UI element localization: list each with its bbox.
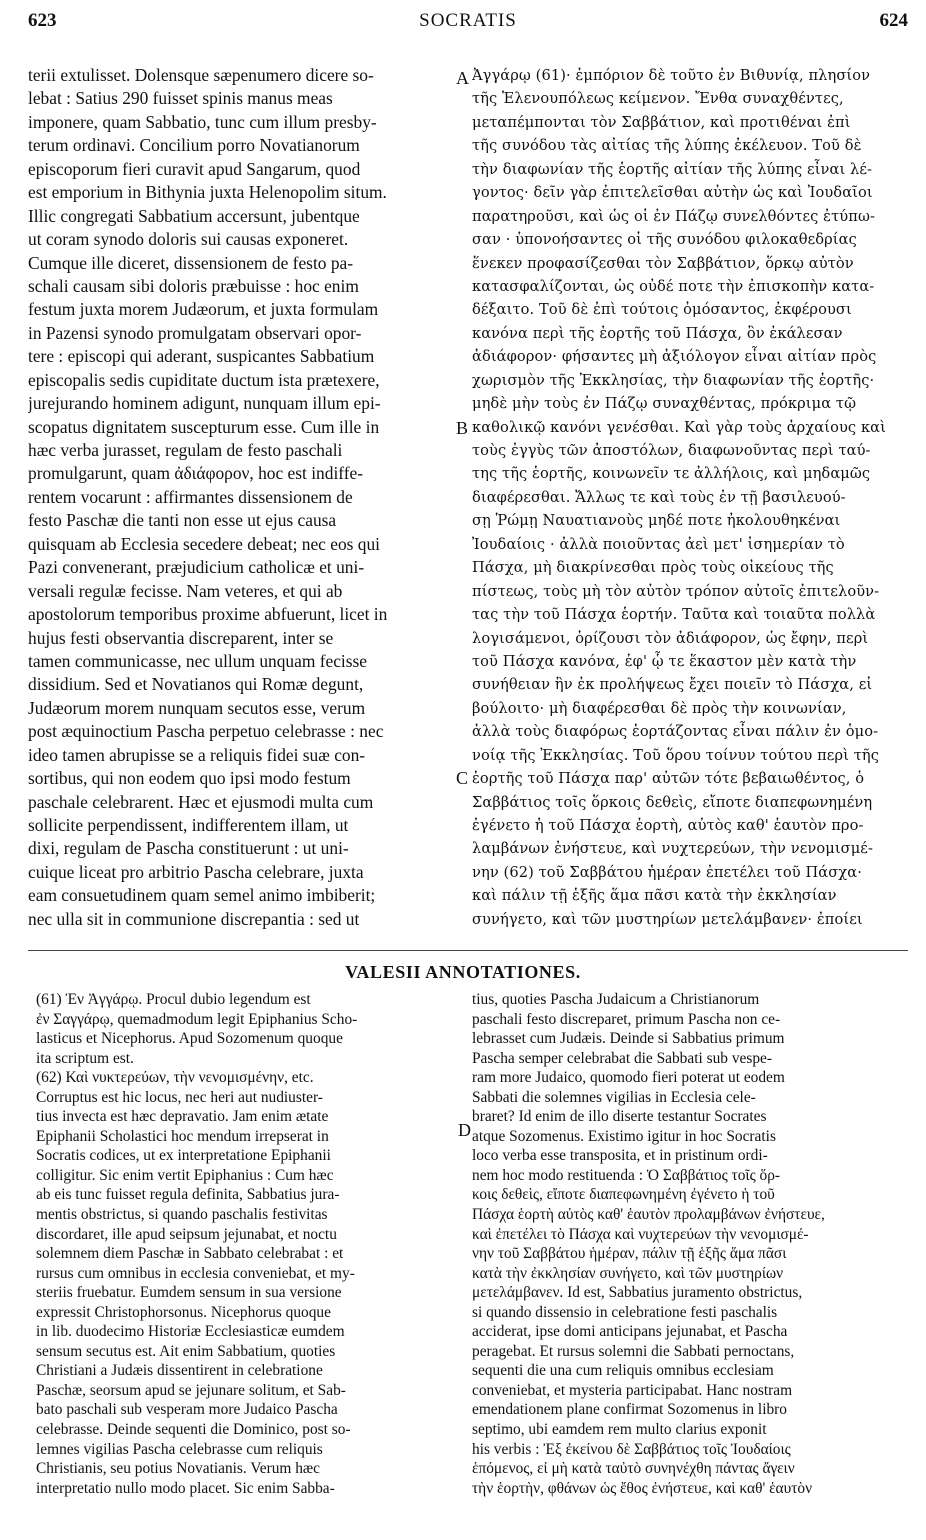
greek-text-column: [472, 64, 908, 931]
greek-text-line: νην (62) τοῦ Σαββάτου ἡμέραν ἐπετέλει τοῦ Πάσχα·: [472, 863, 862, 881]
annotation-line: (62) Καὶ νυκτερεύων, τὴν νενομισμένην, etc.: [36, 1069, 314, 1087]
annotation-line: loco verba esse transposita, et in pristinum ordi-: [472, 1147, 768, 1165]
greek-text-line: πίστεως, τοὺς μὴ τὸν αὐτὸν τρόπον αὐτοῖς ἐπιτελοῦν-: [472, 582, 880, 600]
greek-text-line: λογισάμενοι, ὁρίζουσι τὸν ἀδιάφορον, ὡς ἔφην, περὶ: [472, 629, 869, 647]
latin-text-line: sortibus, qui non eodem quo ipsi modo festum: [28, 768, 351, 789]
annotation-line: expressit Christophorsonus. Nicephorus quoque: [36, 1303, 331, 1321]
latin-text-line: sollicite perpendissent, indifferentem illam, ut: [28, 815, 349, 835]
greek-text-line: διαφέρεσθαι. Ἄλλως τε καὶ τοὺς ἐν τῇ βασιλευού-: [472, 488, 846, 506]
greek-text-line: μεταπέμπονται τὸν Σαββάτιον, καὶ προτιθέναι ἐπὶ: [472, 113, 851, 131]
annotations-title: VALESII ANNOTATIONES.: [345, 962, 581, 982]
greek-text-line: Ἀγγάρῳ (61)· ἐμπόριον δὲ τοῦτο ἐν Βιθυνίᾳ, πλησίον: [472, 67, 871, 84]
greek-text-line: τοὺς ἐγγὺς τῶν ἀποστόλων, διαφωνοῦντας περὶ ταύ-: [472, 442, 871, 459]
greek-text-line: τοῦ Πάσχα κανόνα, ἐφ' ᾧ τε ἕκαστον μὲν κατὰ τὴν: [472, 652, 857, 670]
greek-text-line: τας τὴν τοῦ Πάσχα ἑορτήν. Ταῦτα καὶ τοιαῦτα πολλὰ: [472, 606, 876, 624]
latin-text-line: Cumque ille diceret, dissensionem de festo pa-: [28, 252, 354, 273]
annotation-line: his verbis : Ἐξ ἐκείνου δὲ Σαββάτιος τοῖς Ἰουδαίοις: [472, 1440, 791, 1458]
greek-text-line: καθολικῷ κανόνι γενέσθαι. Καὶ γὰρ τοὺς ἀρχαίους καὶ: [472, 418, 886, 436]
annotation-line: Sabbati die solemnes vigilias in Ecclesia cele-: [472, 1088, 756, 1106]
annotation-line: emendationem plane confirmat Sozomenus in libro: [472, 1401, 787, 1419]
annotation-line: atque Sozomenus. Existimo igitur in hoc Socratis: [472, 1127, 776, 1145]
margin-marker-a: A: [456, 68, 469, 88]
margin-marker-b: B: [456, 418, 469, 438]
latin-text-line: in Pazensi synodo promulgatam observari opor-: [28, 322, 362, 343]
annotation-line: Christianis, seu potius Novatianis. Verum hæc: [36, 1460, 320, 1478]
annotation-line: sequenti die una cum reliquis omnibus ecclesiam: [472, 1362, 774, 1380]
annotation-line: solemnem diem Paschæ in Sabbato celebrabat : et: [36, 1245, 344, 1263]
page-header: [28, 10, 908, 40]
latin-text-line: cuique liceat pro arbitrio Pascha celebrare, juxta: [28, 861, 364, 882]
annotation-line: καὶ ἐπετέλει τὸ Πάσχα καὶ νυχτερεύων τὴν νενομισμέ-: [472, 1225, 809, 1243]
latin-text-line: hæc verba jurasset, regulam de festo paschali: [28, 440, 343, 460]
greek-text-line: συνήθειαν ἣν ἐκ προλήψεως ἔχει ποιεῖν τὸ Πάσχα, εἰ: [472, 676, 873, 694]
greek-text-line: ἀδιάφορον· φήσαντες μὴ ἀξιόλογον εἶναι αἰτίαν πρὸς: [472, 348, 877, 366]
latin-text-line: apostolorum temporibus proxime abfuerunt, licet in: [28, 604, 388, 625]
greek-text-line: σῃ Ῥώμῃ Ναυατιανοὺς μηδέ ποτε ἠκολουθηκέναι: [472, 512, 841, 530]
latin-text-line: terii extulisset. Dolensque sæpenumero dicere so-: [28, 65, 374, 85]
latin-text-line: est emporium in Bithynia juxta Helenopolim situm.: [28, 182, 387, 203]
greek-text-line: παρατηροῦσι, καὶ ὡς οἱ ἐν Πάζῳ συνελθόντες ἐτύπω-: [472, 207, 875, 225]
annotation-line: septimo, ubi eamdem rem multo clarius exponit: [472, 1421, 767, 1439]
greek-text-line: της τῆς ἑορτῆς, κοινωνεῖν τε ἀλλήλοις, καὶ μηδαμῶς: [472, 465, 871, 483]
latin-text-line: tere : episcopi qui aderant, suspicantes Sabbatium: [28, 346, 375, 367]
latin-text-line: post æquinoctium Pascha perpetuo celebrasse : nec: [28, 721, 384, 742]
greek-text-line: σαν · ὑπονοήσαντες οἱ τῆς συνόδου φιλοκαθεδρίας: [472, 231, 857, 249]
annotation-line: peragebat. Et rursus solemni die Sabbati pernoctans,: [472, 1342, 795, 1360]
greek-text-line: ἑορτῆς τοῦ Πάσχα παρ' αὐτῶν τότε βεβαιωθέντος, ὁ: [472, 770, 865, 788]
section-divider: [28, 950, 908, 951]
latin-text-line: schali causam sibi doloris præbuisse : hoc enim: [28, 275, 359, 296]
annotation-line: ab eis tunc fuisset regula definita, Sabbatius jura-: [36, 1186, 340, 1204]
annotation-line: ram more Judaico, quomodo fieri poterat ut eodem: [472, 1069, 785, 1087]
running-title: SOCRATIS: [419, 10, 517, 31]
annotation-line: νην τοῦ Σαββάτου ἡμέραν, πάλιν τῇ ἑξῆς ἅμα πᾶσι: [472, 1245, 787, 1263]
annotations-right-column: [472, 990, 908, 1498]
latin-text-line: episcopalis sedis cupiditate ductum ista prætexere,: [28, 369, 380, 390]
latin-text-line: ut coram synodo doloris sui causas exponeret.: [28, 229, 349, 250]
greek-text-line: τῆς συνόδου τὰς αἰτίας τῆς λύπης ἐκέλευον. Τοῦ δὲ: [472, 137, 862, 155]
greek-text-line: ἐγένετο ἡ τοῦ Πάσχα ἑορτὴ, αὐτὸς καθ' ἑαυτὸν προ-: [472, 817, 864, 834]
greek-text-line: Πάσχα, μὴ διακρίνεσθαι πρὸς τοὺς οἰκείους τῆς: [472, 559, 834, 577]
greek-text-line: ἕνεκεν προφασίζεσθαι τὸν Σαββάτιον, ὅρκῳ αὐτὸν: [472, 254, 854, 272]
annotation-line: tius invecta est hæc depravatio. Jam enim ætate: [36, 1108, 329, 1126]
latin-text-line: episcoporum fieri curavit apud Sangarum, quod: [28, 158, 361, 179]
latin-text-line: festo Paschæ die tanti non esse ut ejus causa: [28, 510, 337, 531]
annotation-line: in lib. duodecimo Historiæ Ecclesiasticæ eumdem: [36, 1323, 345, 1341]
annotation-line: celebrasse. Deinde sequenti die Dominico, post so-: [36, 1421, 351, 1439]
latin-text-line: scopatus dignitatem suscepturum esse. Cum ille in: [28, 416, 380, 437]
annotation-line: sensum secutus est. Ait enim Sabbatium, quoties: [36, 1342, 336, 1360]
latin-text-line: terum ordinavi. Concilium porro Novatianorum: [28, 135, 360, 156]
greek-text-line: μηδὲ μὴν τοὺς ἐν Πάζῳ συναχθέντας, πρόκριμα τῷ: [472, 395, 857, 413]
latin-text-line: eam consuetudinem quam semel animo imbiberit;: [28, 885, 376, 906]
greek-text-line: δέξαιτο. Τοῦ δὲ ἐπὶ τούτοις ὀμόσαντος, ἐκφέρουσι: [472, 301, 852, 319]
greek-text-line: λαμβάνων ἐνήστευε, καὶ νυχτερεύων, τὴν νενομισμέ-: [472, 840, 873, 858]
greek-text-line: βούλοιτο· μὴ διαφέρεσθαι δὲ πρὸς τὴν κοινωνίαν,: [472, 699, 847, 717]
annotation-line: conveniebat, et mysteria participabat. Hanc nostram: [472, 1381, 793, 1399]
annotation-line: Paschæ, seorsum apud se jejunare solitum, et Sab-: [36, 1381, 346, 1399]
latin-text-line: ideo tamen abrupisse se a reliquis fidei suæ con-: [28, 744, 366, 765]
page-number-right: 624: [879, 10, 908, 31]
annotation-line: rursus cum omnibus in ecclesia conveniebat, et my-: [36, 1264, 355, 1282]
latin-text-line: jurejurando hominem adigunt, nunquam illum epi-: [28, 393, 381, 414]
annotation-line: τὴν ἑορτὴν, φθάνων ὡς ἔθος ἐνήστευε, καὶ καθ' ἑαυτὸν: [472, 1479, 813, 1497]
annotation-line: braret? Id enim de illo diserte testantur Socrates: [472, 1108, 767, 1126]
annotation-line: lasticus et Nicephorus. Apud Sozomenum quoque: [36, 1030, 343, 1048]
annotation-line: Epiphanii Scholastici hoc mendum irrepserat in: [36, 1127, 329, 1145]
annotation-line: colligitur. Sic enim vertit Epiphanius : Cum hæc: [36, 1166, 334, 1184]
latin-text-line: hujus festi observantia discreparent, inter se: [28, 627, 334, 648]
annotation-line: (61) Ἐν Ἀγγάρῳ. Procul dubio legendum est: [36, 991, 311, 1008]
annotation-line: lebrasset cum Judæis. Deinde si Sabbatius primum: [472, 1030, 785, 1048]
annotation-line: discordaret, ille apud seipsum jejunabat, et noctu: [36, 1225, 337, 1243]
greek-text-line: χωρισμὸν τῆς Ἐκκλησίας, τὴν διαφωνίαν τῆς ἑορτῆς·: [472, 371, 875, 389]
greek-text-line: ἀλλὰ τοὺς διαφόρως ἑορτάζοντας εἶναι πάλιν ἐν ὁμο-: [472, 723, 879, 741]
latin-text-line: festum juxta morem Judæorum, et juxta formulam: [28, 299, 379, 320]
greek-text-line: συνήγετο, καὶ τῶν μυστηρίων μετελάμβανεν· ἐποίει: [472, 910, 863, 928]
annotation-line: acciderat, ipse domi anticipans jejunabat, et Pascha: [472, 1323, 788, 1341]
latin-text-line: dixi, regulam de Pascha constituerunt : ut uni-: [28, 838, 349, 859]
latin-text-line: promulgarunt, quam ἀδιάφορον, hoc est indiffe-: [28, 463, 364, 484]
margin-marker-d: D: [458, 1120, 471, 1140]
greek-text-line: καὶ πάλιν τῇ ἑξῆς ἅμα πᾶσι κατὰ τὴν ἐκκλησίαν: [472, 887, 837, 905]
annotations-left-column: [36, 990, 454, 1498]
greek-text-line: Σαββάτιος τοῖς ὅρκοις δεθεὶς, εἴποτε διαπεφωνημένη: [472, 793, 873, 811]
annotation-line: si quando dissensio in celebratione festi paschalis: [472, 1303, 778, 1321]
greek-text-line: τὴν διαφωνίαν τῆς ἑορτῆς αἰτίαν τῆς λύπης εἶναι λέ-: [472, 160, 873, 178]
annotation-line: κοις δεθεὶς, εἴποτε διαπεφωνημένη ἐγένετο ἡ τοῦ: [472, 1186, 775, 1204]
greek-text-line: κανόνα περὶ τῆς ἑορτῆς τοῦ Πάσχα, ὃν ἐκάλεσαν: [472, 324, 843, 342]
annotation-line: steriis fruebatur. Eumdem sensum in sua versione: [36, 1284, 342, 1302]
annotation-line: κατὰ τὴν ἐκκλησίαν συνήγετο, καὶ τῶν μυστηρίων: [472, 1264, 784, 1282]
annotation-line: Christiani a Judæis dissentirent in celebratione: [36, 1362, 323, 1380]
annotation-line: Pascha semper celebrabat die Sabbati sub vespe-: [472, 1049, 773, 1067]
latin-text-line: quisquam ab Ecclesia secedere debeat; nec eos qui: [28, 533, 380, 554]
greek-text-line: γοντος· δεῖν γὰρ ἐπιτελεῖσθαι αὐτὴν ὡς καὶ Ἰουδαῖοι: [472, 184, 873, 202]
latin-text-line: dissidium. Sed et Novatianos qui Romæ degunt,: [28, 674, 364, 695]
latin-text-column: [28, 64, 458, 931]
latin-text-line: rentem vocarunt : affirmantes dissensionem de: [28, 486, 353, 507]
annotation-line: tius, quoties Pascha Judaicum a Christianorum: [472, 991, 760, 1008]
annotation-line: μετελάμβανεν. Id est, Sabbatius juramento obstrictus,: [472, 1284, 803, 1302]
greek-text-line: νοίᾳ τῆς Ἐκκλησίας. Τοῦ ὅρου τοίνυν τούτου περὶ τῆς: [472, 746, 879, 764]
annotation-line: nem hoc modo restituenda : Ὁ Σαββάτιος τοῖς ὅρ-: [472, 1166, 781, 1184]
latin-text-line: lebat : Satius 290 fuisset spinis manus meas: [28, 88, 333, 109]
annotation-line: ἐν Σαγγάρῳ, quemadmodum legit Epiphanius Scho-: [36, 1010, 358, 1028]
latin-text-line: versali regulæ fecisse. Nam veteres, et qui ab: [28, 580, 343, 601]
annotation-line: paschali festo discreparet, primum Pascha non ce-: [472, 1010, 781, 1028]
latin-text-line: Illic congregati Sabbatium accersunt, jubentque: [28, 205, 360, 226]
latin-text-line: nec ulla sit in communione discrepantia : sed ut: [28, 908, 360, 929]
annotation-line: interpretatio nullo modo placet. Sic enim Sabba-: [36, 1479, 335, 1497]
greek-text-line: κατασφαλίζονται, ὡς οὐδέ ποτε τὴν ἐπισκοπὴν κατα-: [472, 277, 875, 295]
latin-text-line: imponere, quam Sabbatio, tunc cum illum presby-: [28, 111, 377, 132]
annotation-line: Πάσχα ἑορτὴ αὐτὸς καθ' ἑαυτὸν προλαμβάνων ἐνήστευε,: [472, 1206, 825, 1224]
latin-text-line: tamen communicasse, nec ullum unquam fecisse: [28, 650, 368, 671]
annotation-line: ἑπόμενος, εἰ μὴ κατὰ ταὐτὸ συνηνέχθη πάντας ἄγειν: [472, 1460, 795, 1478]
latin-text-line: Pazi convenerant, præjudicium catholicæ et uni-: [28, 557, 365, 578]
annotation-line: Socratis codices, ut ex interpretatione Epiphanii: [36, 1147, 331, 1165]
annotation-line: Corruptus est hic locus, nec heri aut nudiuster-: [36, 1088, 323, 1106]
greek-text-line: Ἰουδαίοις · ἀλλὰ ποιοῦντας ἀεὶ μετ' ἰσημερίαν τὸ: [472, 535, 845, 553]
page-number-left: 623: [28, 10, 57, 31]
margin-marker-c: C: [456, 768, 469, 788]
annotation-line: bato paschali sub vesperam more Judaico Pascha: [36, 1401, 338, 1419]
greek-text-line: τῆς Ἑλενουπόλεως κείμενον. Ἔνθα συναχθέντες,: [472, 90, 844, 108]
latin-text-line: Judæorum morem nunquam secutos esse, verum: [28, 697, 366, 718]
annotation-line: lemnes vigilias Pascha celebrasse cum reliquis: [36, 1440, 323, 1458]
annotation-line: mentis obstrictus, si quando paschalis festivitas: [36, 1206, 328, 1224]
latin-text-line: paschale celebrarent. Hæc et ejusmodi multa cum: [28, 791, 374, 812]
annotation-line: ita scriptum est.: [36, 1049, 134, 1067]
